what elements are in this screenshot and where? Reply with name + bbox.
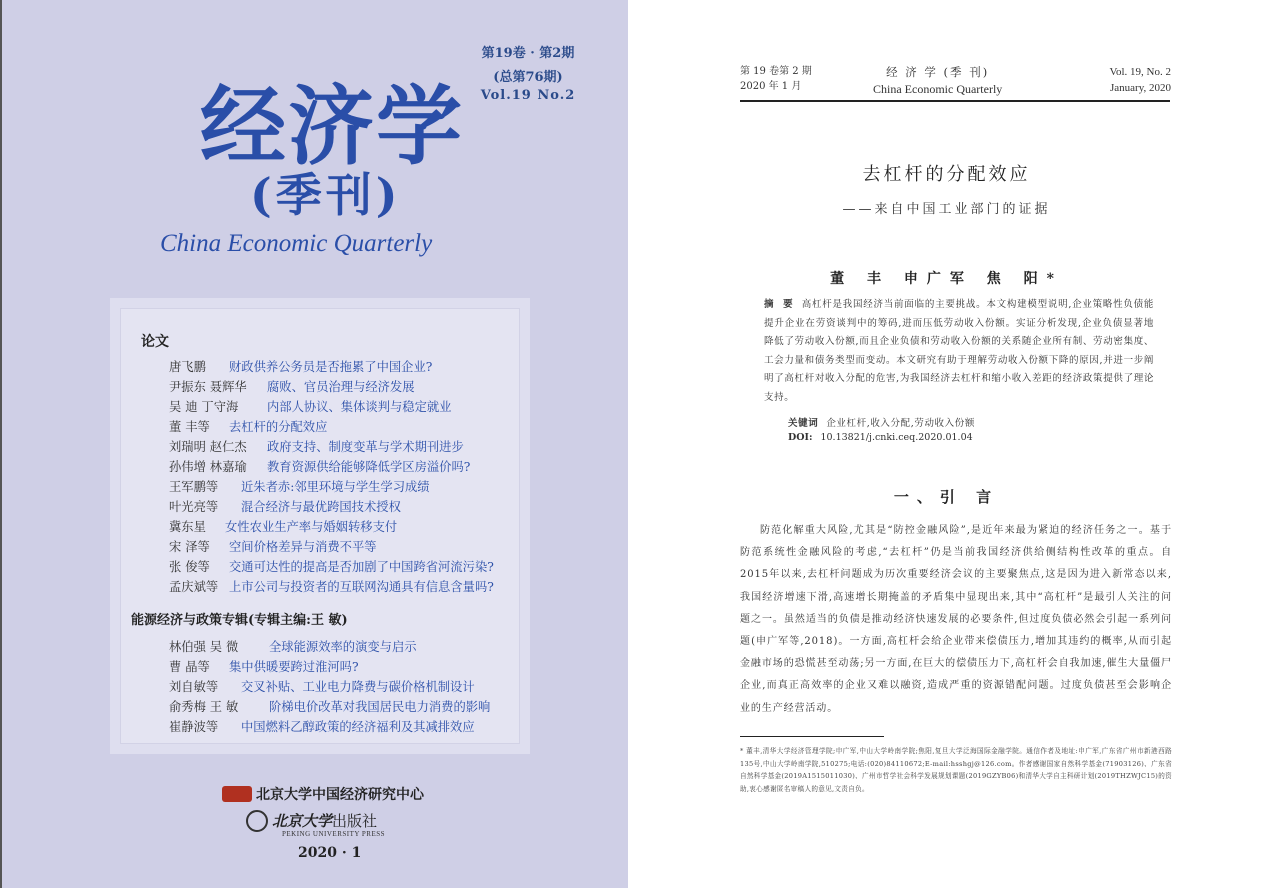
toc-entry [169, 501, 401, 513]
toc-entry [169, 381, 415, 393]
publisher-pku-suffix: 出版社 [332, 812, 378, 830]
journal-cover [0, 0, 628, 888]
toc-entry [169, 481, 430, 493]
toc-authors: 俞秀梅 王 敏 [169, 700, 239, 714]
keywords-label: 关键词 [788, 418, 819, 429]
toc-title: 政府支持、制度变革与学术期刊进步 [267, 440, 464, 454]
toc-authors: 张 俊等 [169, 560, 210, 574]
toc-authors: 唐飞鹏 [169, 360, 206, 374]
abstract-label: 摘 要 [764, 299, 796, 310]
toc-title: 阶梯电价改革对我国居民电力消费的影响 [269, 700, 491, 714]
toc-title: 去杠杆的分配效应 [229, 420, 328, 434]
intro-paragraph: 防范化解重大风险,尤其是“防控金融风险”,是近年来最为紧迫的经济任务之一。基于防范系统性金融风险的考虑,“去杠杆”仍是当前我国经济供给侧结构性改革的重点。自2015年以来,去杠杆问题成为历次重要经济会议的主要聚焦点,这是因为进入新常态以来,我国经济增速下滑,高速增长期掩盖的矛盾集中显现出来,其中“高杠杆”是最引人关注的问题之一。虽然适当的负债是推动经济快速发展的必要条件,但过度负债必然会引起一系列问题(申广军等,2018)。一方面,高杠杆会给企业带来偿债压力,增加其违约的概率,从而引起金融市场的恐慌甚至动荡;另一方面,在巨大的偿债压力下,高杠杆会自我加速,催生大量僵尸企业,而真正高效率的企业又难以融资,造成严重的资源错配问题。过度负债甚至会影响企业的生产经营活动。 [740, 525, 1172, 714]
cover-volume-issue: 第19卷 · 第2期 [481, 46, 575, 61]
toc-authors: 王军鹏等 [169, 480, 219, 494]
toc-panel [120, 308, 520, 744]
article-page [628, 0, 1265, 888]
running-header-journal [873, 64, 1002, 98]
toc-entry [169, 701, 490, 713]
cover-date: 2020 · 1 [298, 845, 362, 861]
article-title: 去杠杆的分配效应 [862, 164, 1031, 185]
table-of-contents [110, 298, 530, 754]
abstract-text: 高杠杆是我国经济当前面临的主要挑战。本文构建模型说明,企业策略性负债能提升企业在劳资谈判中的筹码,进而压低劳动收入份额。实证分析发现,企业负债显著地降低了劳动收入份额,而且企业负债和劳动收入份额的关系随企业所有制、劳动密集度、工会力量和债务类型而变动。本文研究有助于理解劳动收入份额下降的原因,并进一步阐明了高杠杆对收入分配的危害,为我国经济去杠杆和缩小收入差距的经济政策提供了理论支持。 [764, 299, 1154, 403]
toc-entry [169, 361, 432, 373]
toc-title: 腐败、官员治理与经济发展 [267, 380, 415, 394]
toc-title: 中国燃料乙醇政策的经济福利及其减排效应 [241, 720, 475, 734]
toc-authors: 崔静波等 [169, 720, 219, 734]
running-header-right [1091, 65, 1171, 97]
toc-authors: 尹振东 聂辉华 [169, 380, 247, 394]
toc-title: 交叉补贴、工业电力降费与碳价格机制设计 [241, 680, 475, 694]
toc-title: 集中供暖要跨过淮河吗? [229, 660, 359, 674]
toc-entry [169, 461, 470, 473]
toc-entry [169, 721, 475, 733]
toc-entry [169, 641, 417, 653]
publisher-pku-name: 北京大学 [272, 812, 333, 830]
cover-title-sub: (季刊) [250, 168, 402, 222]
toc-title: 内部人协议、集体谈判与稳定就业 [267, 400, 452, 414]
toc-authors: 吴 迪 丁守海 [169, 400, 239, 414]
toc-title: 教育资源供给能够降低学区房溢价吗? [267, 460, 471, 474]
toc-authors: 宋 泽等 [169, 540, 210, 554]
publisher-ccer-name: 北京大学中国经济研究中心 [256, 787, 424, 803]
toc-title: 上市公司与投资者的互联网沟通具有信息含量吗? [229, 580, 494, 594]
header-journal-cn: 经 济 学 (季 刊) [886, 65, 990, 79]
cover-title-cn: 经济学 [200, 76, 464, 177]
author-footnote: * 董丰,清华大学经济管理学院;申广军,中山大学岭南学院;焦阳,复旦大学泛海国际金融学院。通信作者及地址:申广军,广东省广州市新港西路135号,中山大学岭南学院,510275;电话:(020)84110672;E-mail:hsshgj@126.com。作者感谢国家自然科学基金(71903126)、广东省自然科学基金(2019A1515011030)、广州市哲学社会科学发展规划课题(2019GZYB06)和清华大学自主科研计划(2019THZWJC15)的资助,衷心感谢匿名审稿人的意见,文责自负。 [740, 747, 1172, 793]
toc-authors: 孟庆斌等 [169, 580, 219, 594]
toc-title: 财政供养公务员是否拖累了中国企业? [229, 360, 433, 374]
toc-authors: 董 丰等 [169, 420, 210, 434]
toc-entry [169, 581, 494, 593]
toc-title: 混合经济与最优跨国技术授权 [241, 500, 401, 514]
toc-entry [169, 521, 397, 533]
toc-entry [169, 681, 475, 693]
keywords [788, 415, 975, 429]
toc-entry [169, 661, 359, 673]
header-date-cn: 2020 年 1 月 [740, 80, 802, 92]
toc-title: 女性农业生产率与婚姻转移支付 [225, 520, 398, 534]
toc-authors: 叶光亮等 [169, 500, 219, 514]
header-volume-en: Vol. 19, No. 2 [1109, 66, 1171, 78]
header-date-en: January, 2020 [1110, 81, 1171, 94]
toc-section-energy: 能源经济与政策专辑(专辑主编:王 敏) [131, 613, 348, 628]
publisher-pku-en: PEKING UNIVERSITY PRESS [282, 830, 386, 838]
cover-title-en: China Economic Quarterly [160, 230, 433, 257]
doi-label: DOI: [788, 432, 813, 443]
publisher-pku-press [246, 810, 377, 832]
toc-entry [169, 401, 451, 413]
section-heading-intro: 一、引 言 [893, 488, 1000, 506]
pku-seal-icon [246, 810, 268, 832]
toc-section-papers: 论文 [141, 334, 169, 350]
toc-authors: 曹 晶等 [169, 660, 210, 674]
header-volume-cn: 第 19 卷第 2 期 [740, 66, 812, 77]
toc-entry [169, 421, 327, 433]
article-subtitle: ——来自中国工业部门的证据 [842, 202, 1051, 217]
toc-authors: 刘自敏等 [169, 680, 219, 694]
ccer-logo-icon [222, 786, 252, 802]
footnote-rule [740, 736, 884, 737]
toc-title: 空间价格差异与消费不平等 [229, 540, 377, 554]
publisher-ccer [222, 784, 424, 804]
toc-authors: 林伯强 吴 微 [169, 640, 239, 654]
keywords-text: 企业杠杆,收入分配,劳动收入份额 [826, 418, 975, 429]
toc-entry [169, 441, 464, 453]
toc-entry [169, 541, 377, 553]
toc-title: 全球能源效率的演变与启示 [269, 640, 417, 654]
toc-authors: 孙伟增 林嘉瑜 [169, 460, 247, 474]
page-edge [0, 0, 2, 888]
cover-total-issue: (总第76期) [493, 70, 563, 85]
toc-title: 近朱者赤:邻里环境与学生学习成绩 [241, 480, 430, 494]
doi [788, 432, 973, 443]
running-header-left [740, 65, 812, 94]
abstract [764, 296, 1154, 407]
toc-authors: 冀东星 [169, 520, 206, 534]
cover-vol-no-en: Vol.19 No.2 [480, 88, 576, 103]
article-authors: 董 丰 申广军 焦 阳* [830, 271, 1063, 287]
header-rule [740, 100, 1170, 102]
doi-text: 10.13821/j.cnki.ceq.2020.01.04 [820, 432, 973, 443]
toc-authors: 刘瑞明 赵仁杰 [169, 440, 247, 454]
toc-entry [169, 561, 494, 573]
header-journal-en: China Economic Quarterly [873, 81, 1003, 96]
toc-title: 交通可达性的提高是否加剧了中国跨省河流污染? [229, 560, 494, 574]
